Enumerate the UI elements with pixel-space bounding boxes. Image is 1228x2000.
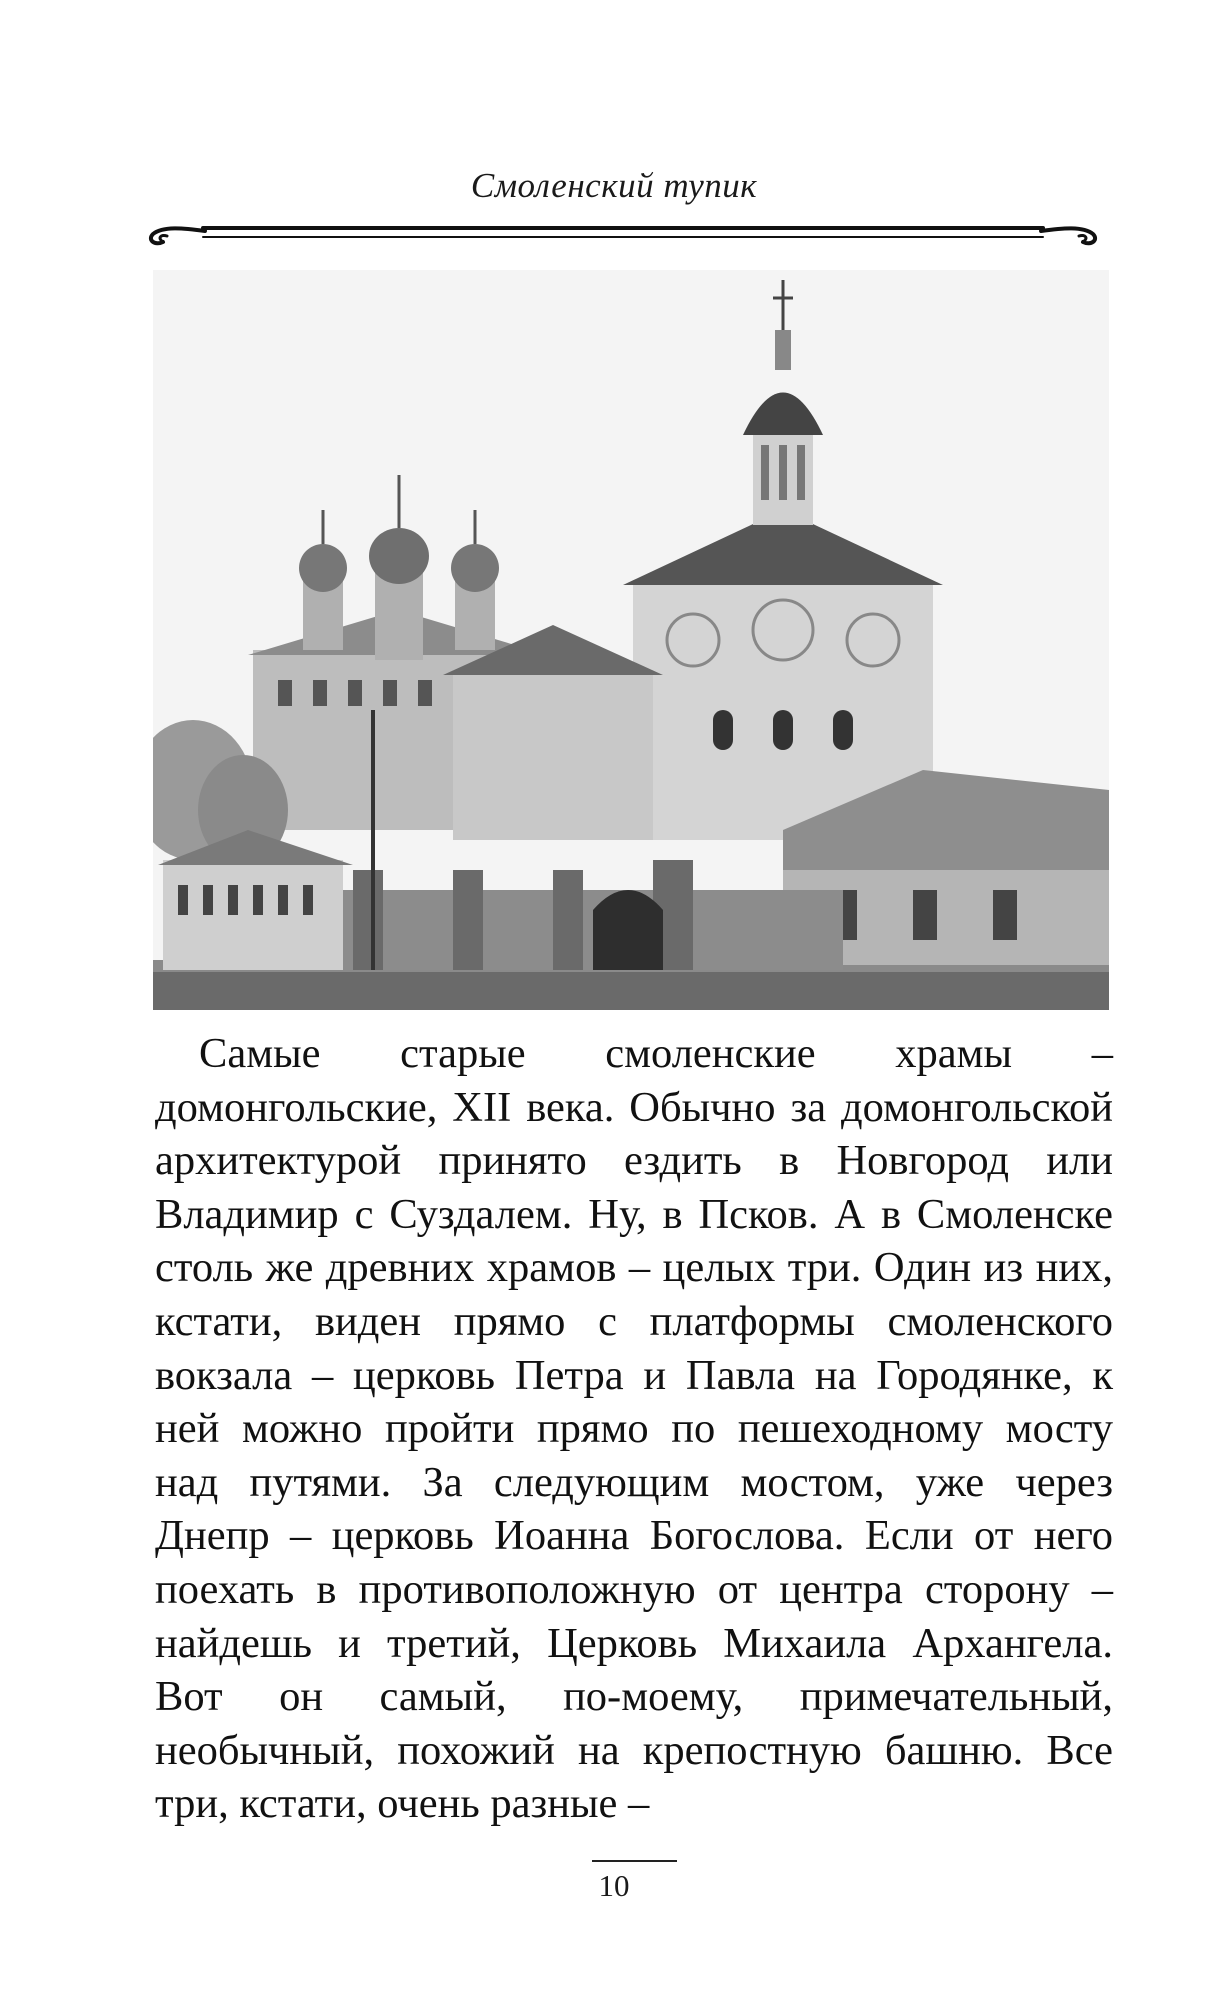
running-head: Смоленский тупик (470, 166, 758, 205)
paragraph-text: Самые старые смоленские храмы – домонгольские, XII века. Обычно за домонгольской архитектурой принято ездить в Новгород или Владимир с Суздалем. Ну, в Псков. А в Смоленске столь же древних храмов – целых три. Один из них, кстати, виден прямо с платформы смоленского вокзала – церковь Петра и Павла на Городянке, к ней можно пройти прямо по пешеходному мосту над путями. За следующим мостом, уже через Днепр – церковь Иоанна Богослова. Если от него поехать в противоположную от центра сторону – найдешь и третий, Церковь Михаила Архангела. Вот он самый, по-моему, примечательный, необычный, похожий на крепостную башню. Все три, кстати, очень разные – (155, 1030, 1113, 1828)
church-photo (153, 270, 1109, 1010)
page-number: 10 (598, 1868, 630, 1903)
body-paragraph (155, 1027, 1113, 1831)
footer-rule (592, 1860, 677, 1862)
ornamental-rule (143, 216, 1103, 250)
